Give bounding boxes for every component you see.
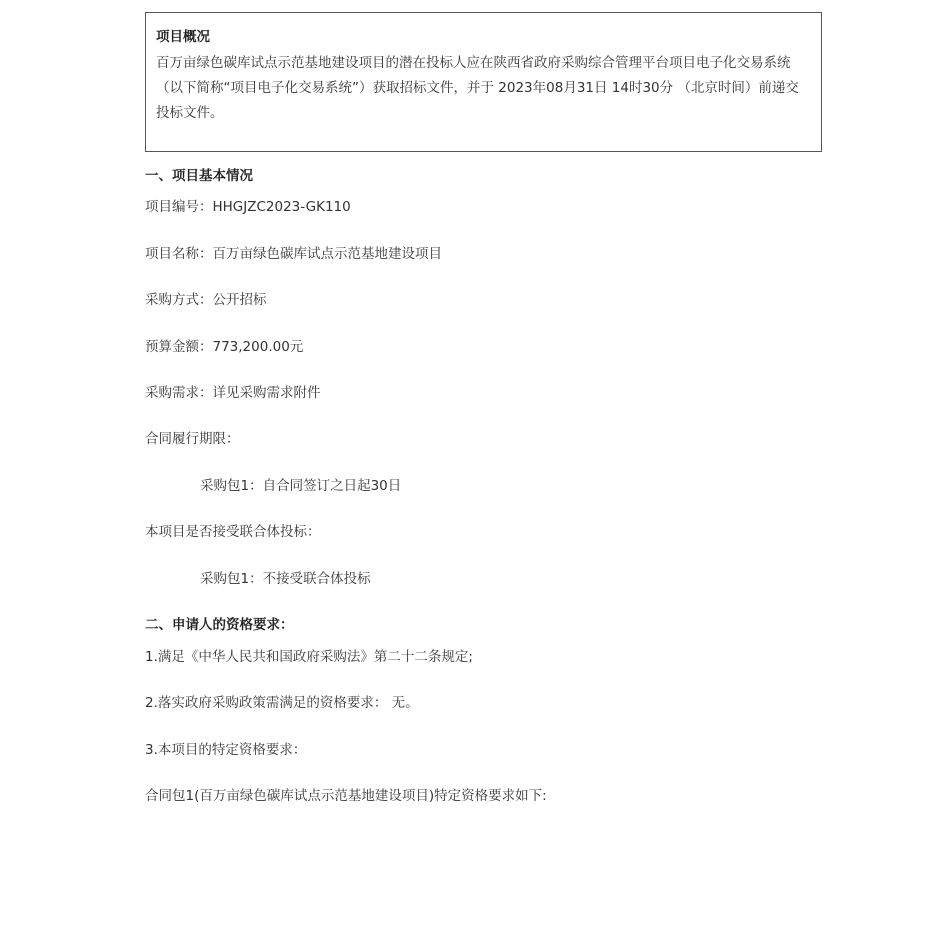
- purchase-requirement: 采购需求：详见采购需求附件: [145, 385, 321, 401]
- budget-amount: 预算金额：773,200.00元: [145, 339, 304, 355]
- section-qualification-title: 二、申请人的资格要求：: [145, 617, 294, 633]
- qualification-item-4: 合同包1(百万亩绿色碳库试点示范基地建设项目)特定资格要求如下:: [145, 788, 547, 804]
- qualification-item-3: 3.本项目的特定资格要求：: [145, 742, 307, 758]
- overview-text: 百万亩绿色碳库试点示范基地建设项目的潜在投标人应在陕西省政府采购综合管理平台项目电子化交易系统（以下简称“项目电子化交易系统”）获取招标文件，并于 2023年08月31日 14时30分 （北京时间）前递交投标文件。: [156, 55, 799, 121]
- consortium-package-1: 采购包1：不接受联合体投标: [200, 571, 371, 587]
- project-number: 项目编号：HHGJZC2023-GK110: [145, 199, 351, 215]
- purchase-method: 采购方式：公开招标: [145, 292, 267, 308]
- qualification-item-2: 2.落实政府采购政策需满足的资格要求： 无。: [145, 695, 419, 711]
- consortium-label: 本项目是否接受联合体投标：: [145, 524, 321, 540]
- contract-period-package-1: 采购包1：自合同签订之日起30日: [200, 478, 402, 494]
- qualification-item-1: 1.满足《中华人民共和国政府采购法》第二十二条规定;: [145, 649, 473, 665]
- project-name: 项目名称：百万亩绿色碳库试点示范基地建设项目: [145, 246, 442, 262]
- overview-title: 项目概况: [156, 29, 210, 45]
- project-overview-box: [145, 12, 822, 152]
- contract-period-label: 合同履行期限：: [145, 431, 240, 447]
- section-basic-info-title: 一、项目基本情况: [145, 168, 253, 184]
